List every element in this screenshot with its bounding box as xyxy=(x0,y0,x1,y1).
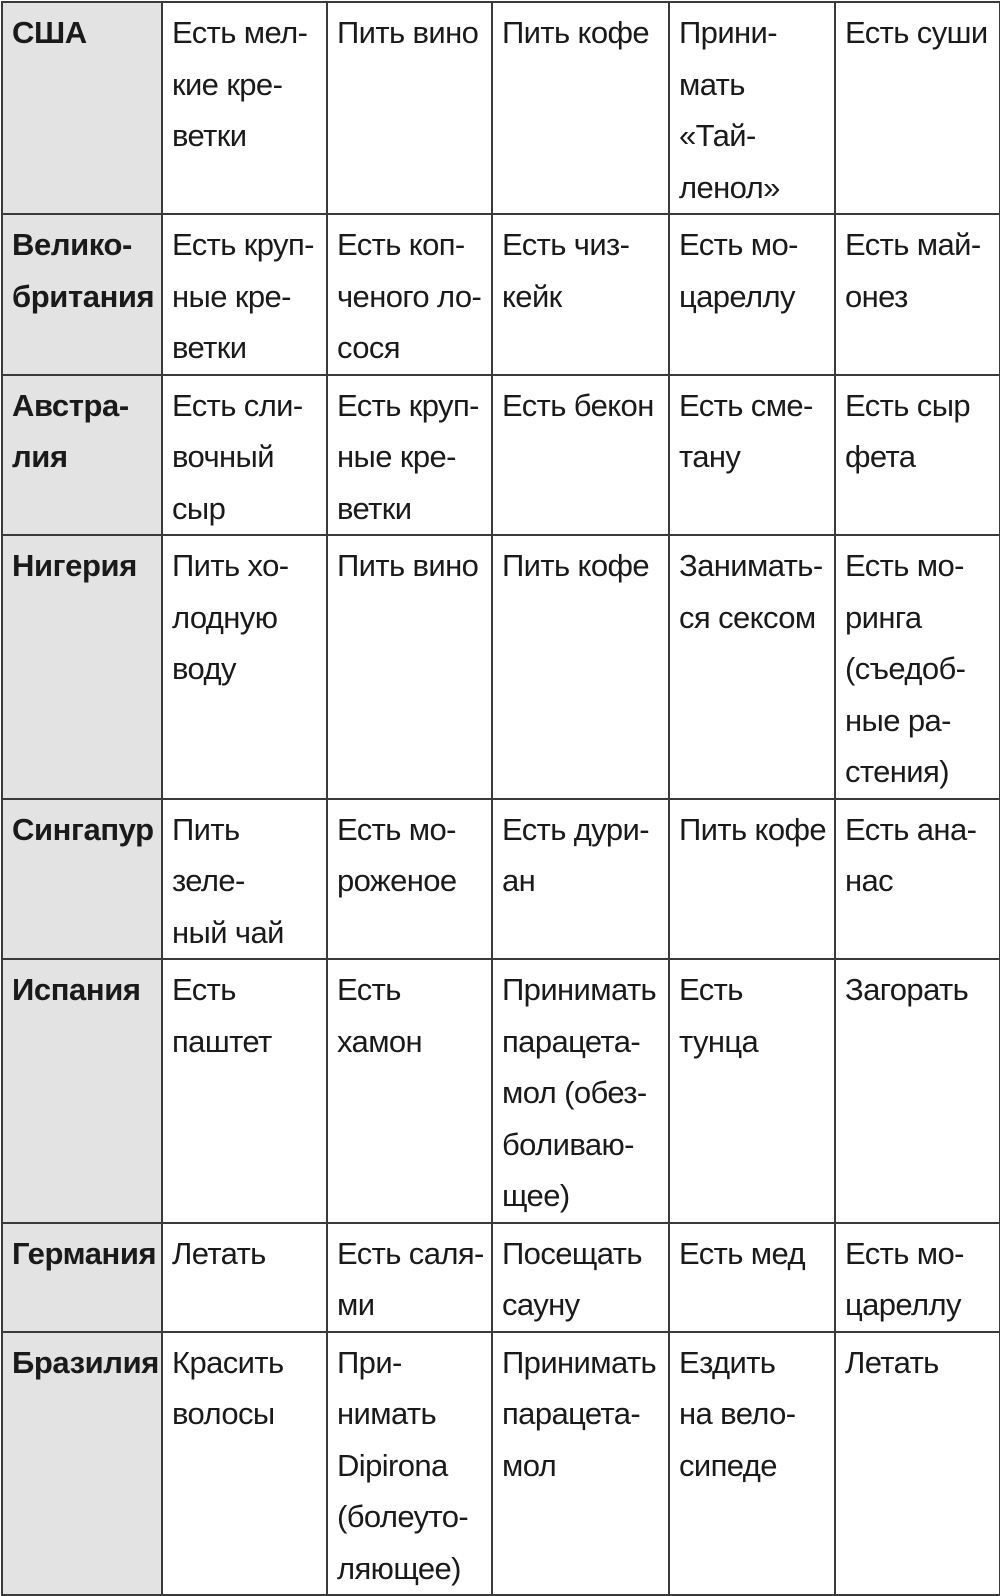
country-name: Сингапур xyxy=(12,811,154,847)
activity-text: Есть мел- кие кре- ветки xyxy=(172,15,308,153)
country-name: Нигерия xyxy=(12,548,137,583)
activity-text: Есть бекон xyxy=(502,387,654,423)
activity-text: Пить кофе xyxy=(502,15,650,50)
activity-text: Есть саля- ми xyxy=(337,1235,484,1322)
activity-cell xyxy=(162,214,327,375)
activity-cell xyxy=(669,535,835,799)
activity-text: Принимать парацета- мол xyxy=(502,1344,657,1483)
activity-text: Есть чиз- кейк xyxy=(502,227,630,314)
activity-text: Есть круп- ные кре- ветки xyxy=(172,227,314,365)
activity-text: Есть круп- ные кре- ветки xyxy=(337,387,479,526)
activity-text: Красить волосы xyxy=(172,1344,284,1431)
country-cell xyxy=(2,535,162,799)
table-row xyxy=(2,959,1000,1223)
activity-cell xyxy=(327,214,492,375)
activity-cell xyxy=(327,375,492,536)
activity-cell xyxy=(492,535,669,799)
activity-text: Прини- мать «Тай- ленол» xyxy=(679,15,780,205)
activity-text: Есть ана- нас xyxy=(845,811,977,898)
country-cell xyxy=(2,959,162,1223)
activity-cell xyxy=(492,959,669,1223)
activity-cell xyxy=(162,535,327,799)
activity-text: Занимать- ся сексом xyxy=(679,548,823,635)
activity-cell xyxy=(669,1223,835,1332)
activity-cell xyxy=(327,535,492,799)
table-body xyxy=(2,2,1000,1595)
table-row xyxy=(2,1332,1000,1596)
activity-cell xyxy=(162,375,327,536)
activity-cell xyxy=(162,1332,327,1596)
activity-text: Есть паштет xyxy=(172,972,272,1059)
table-row xyxy=(2,535,1000,799)
activity-cell xyxy=(669,959,835,1223)
activity-text: Есть мо- цареллу xyxy=(845,1235,964,1322)
country-activities-table xyxy=(1,1,1000,1596)
activity-text: Пить вино xyxy=(337,15,479,50)
activity-cell xyxy=(669,1332,835,1596)
country-cell xyxy=(2,1223,162,1332)
activity-text: Летать xyxy=(845,1344,939,1380)
activity-cell xyxy=(492,214,669,375)
country-name: Велико- британия xyxy=(12,227,155,314)
table-row xyxy=(2,1223,1000,1332)
activity-text: Пить вино xyxy=(337,548,479,583)
activity-text: Есть сыр фета xyxy=(845,387,971,474)
activity-cell xyxy=(162,959,327,1223)
activity-cell xyxy=(492,2,669,214)
activity-text: Пить хо- лодную воду xyxy=(172,548,289,686)
activity-cell xyxy=(162,1223,327,1332)
activity-cell xyxy=(835,959,1000,1223)
activity-text: Есть сме- тану xyxy=(679,387,813,474)
activity-cell xyxy=(327,959,492,1223)
activity-cell xyxy=(327,799,492,960)
activity-cell xyxy=(162,2,327,214)
activity-cell xyxy=(327,2,492,214)
country-name: Германия xyxy=(12,1235,157,1271)
country-name: Австра- лия xyxy=(12,387,129,474)
activity-text: Есть хамон xyxy=(337,972,423,1059)
country-name: США xyxy=(12,15,87,50)
activity-cell xyxy=(669,375,835,536)
table-row xyxy=(2,375,1000,536)
table-row xyxy=(2,214,1000,375)
activity-cell xyxy=(835,1332,1000,1596)
activity-text: Летать xyxy=(172,1235,266,1271)
country-cell xyxy=(2,214,162,375)
activity-text: Есть мо- роженое xyxy=(337,811,457,898)
activity-text: Есть тунца xyxy=(679,972,759,1059)
activity-text: Пить зеле- ный чай xyxy=(172,811,284,950)
country-cell xyxy=(2,375,162,536)
activity-cell xyxy=(835,1223,1000,1332)
table-row xyxy=(2,2,1000,214)
activity-text: Есть дури- ан xyxy=(502,811,649,898)
activity-text: Принимать парацета- мол (обез- боливаю- щее) xyxy=(502,972,657,1213)
activity-text: Есть суши xyxy=(845,15,988,50)
country-cell xyxy=(2,2,162,214)
activity-cell xyxy=(835,799,1000,960)
activity-cell xyxy=(327,1332,492,1596)
activity-cell xyxy=(492,799,669,960)
country-cell xyxy=(2,799,162,960)
activity-cell xyxy=(669,214,835,375)
activity-text: Ездить на вело- сипеде xyxy=(679,1344,796,1483)
activity-text: Есть мо- ринга (съедоб- ные ра- стения) xyxy=(845,548,966,789)
activity-cell xyxy=(835,2,1000,214)
activity-cell xyxy=(492,1223,669,1332)
activity-cell xyxy=(835,535,1000,799)
activity-text: При- нимать Dipirona (болеуто- ляющее) xyxy=(337,1344,469,1586)
activity-cell xyxy=(835,375,1000,536)
activity-text: Есть мед xyxy=(679,1235,805,1271)
activity-text: Загорать xyxy=(845,972,969,1007)
activity-text: Пить кофе xyxy=(502,548,650,583)
country-name: Бразилия xyxy=(12,1344,159,1380)
table-row xyxy=(2,799,1000,960)
activity-cell xyxy=(162,799,327,960)
activity-text: Пить кофе xyxy=(679,811,827,847)
activity-cell xyxy=(492,375,669,536)
activity-cell xyxy=(835,214,1000,375)
activity-cell xyxy=(492,1332,669,1596)
activity-text: Есть коп- ченого ло- сося xyxy=(337,227,482,365)
activity-text: Посещать сауну xyxy=(502,1235,642,1322)
activity-text: Есть сли- вочный сыр xyxy=(172,387,303,526)
country-cell xyxy=(2,1332,162,1596)
activity-text: Есть май- онез xyxy=(845,227,981,314)
activity-cell xyxy=(669,2,835,214)
country-name: Испания xyxy=(12,972,141,1007)
activity-text: Есть мо- цареллу xyxy=(679,227,798,314)
activity-cell xyxy=(669,799,835,960)
activity-cell xyxy=(327,1223,492,1332)
